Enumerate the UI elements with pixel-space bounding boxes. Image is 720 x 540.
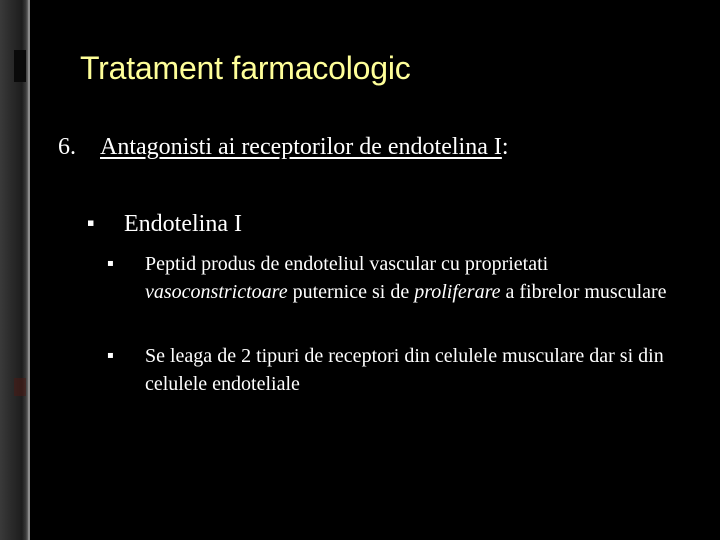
decorative-square <box>14 50 26 82</box>
detail-text-emphasis: vasoconstrictoare <box>145 281 288 303</box>
detail-text <box>145 250 687 306</box>
detail-text-segment: Peptid produs de endoteliul vascular cu proprietati <box>145 253 549 275</box>
square-bullet-icon: ▪ <box>87 216 95 229</box>
item-heading: Antagonisti ai receptorilor de endotelina I <box>100 134 502 160</box>
sub-item-text: Endotelina I <box>124 211 242 237</box>
decorative-accent-mark <box>14 378 26 396</box>
detail-text: Se leaga de 2 tipuri de receptori din celulele musculare dar si din celulele endoteliale <box>145 345 664 395</box>
decorative-divider-line <box>28 0 30 540</box>
slide-title: Tratament farmacologic <box>80 50 411 86</box>
detail-text-segment: puternice si de <box>287 281 415 303</box>
item-heading-suffix: : <box>501 134 509 160</box>
square-bullet-icon: ▪ <box>107 350 114 361</box>
numbered-item <box>58 134 509 161</box>
item-number: 6. <box>58 134 76 160</box>
sub-item <box>87 211 242 238</box>
detail-text-segment: a fibrelor musculare <box>500 281 667 303</box>
square-bullet-icon: ▪ <box>107 258 114 269</box>
detail-item <box>107 342 687 398</box>
detail-text-emphasis: proliferare <box>414 281 501 303</box>
detail-item <box>107 250 687 306</box>
